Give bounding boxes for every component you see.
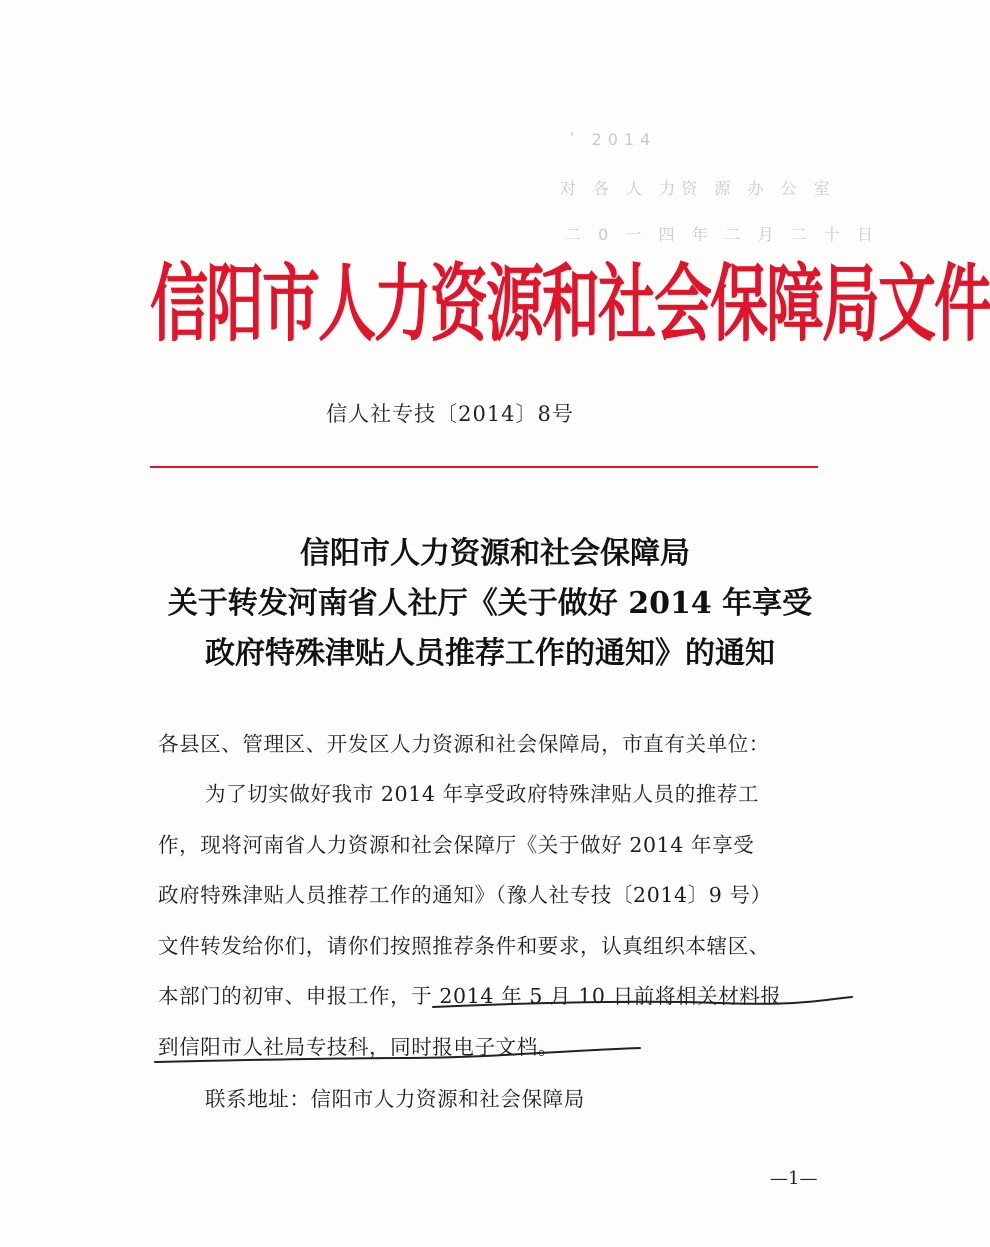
salutation: 各县区、管理区、开发区人力资源和社会保障局，市直有关单位： [158, 732, 770, 756]
body-line: 为了切实做好我市 2014 年享受政府特殊津贴人员的推荐工 [205, 782, 760, 806]
notice-title-line-3: 政府特殊津贴人员推荐工作的通知》的通知 [205, 636, 775, 671]
notice-title-line-1: 信阳市人力资源和社会保障局 [300, 536, 690, 571]
faint-bleedthrough-line-1: ʹ 2014 [570, 130, 657, 149]
body-line: 作，现将河南省人力资源和社会保障厅《关于做好 2014 年享受 [158, 833, 755, 857]
document-number: 信人社专技〔2014〕8号 [326, 402, 574, 426]
notice-title-line-2: 关于转发河南省人社厅《关于做好 2014 年享受 [167, 586, 813, 621]
body-line: 文件转发给你们，请你们按照推荐条件和要求，认真组织本辖区、 [158, 934, 770, 958]
agency-title: 信阳市人力资源和社会保障局文件 [150, 254, 990, 354]
body-line: 本部门的初审、申报工作，于 2014 年 5 月 10 日前将相关材料报 [158, 984, 782, 1008]
contact-address-line: 联系地址：信阳市人力资源和社会保障局 [205, 1087, 585, 1111]
body-line: 政府特殊津贴人员推荐工作的通知》（豫人社专技〔2014〕9 号） [158, 883, 772, 907]
page-number: —1— [770, 1168, 818, 1189]
body-line: 到信阳市人社局专技科，同时报电子文档。 [158, 1035, 559, 1059]
red-divider-line [150, 466, 818, 468]
faint-bleedthrough-line-3: 二 0 一 四 年 二 月 二 十 日 [565, 225, 879, 244]
faint-bleedthrough-line-2: 对 各 人 力资 源 办 公 室 [560, 179, 836, 198]
